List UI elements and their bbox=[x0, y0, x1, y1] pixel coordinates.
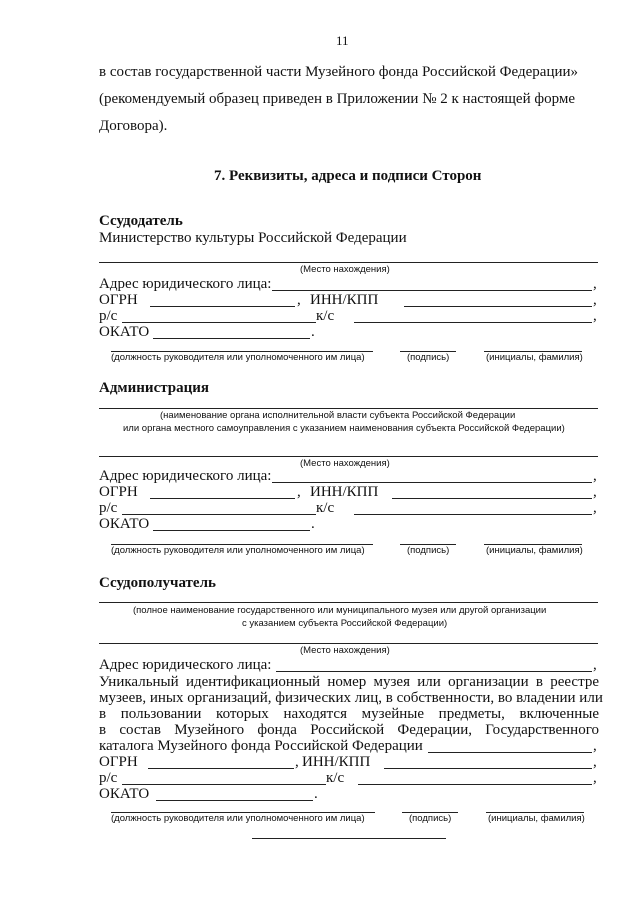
lender-address-line bbox=[272, 290, 592, 291]
lender-ks-label: к/с bbox=[316, 308, 335, 324]
administration-address-label: Адрес юридического лица: bbox=[99, 468, 272, 484]
borrower-inn-label: ИНН/КПП bbox=[302, 754, 371, 770]
administration-location-line bbox=[99, 456, 598, 457]
lender-address-label: Адрес юридического лица: bbox=[99, 276, 272, 292]
borrower-ks-comma: , bbox=[593, 770, 597, 786]
borrower-uid-line bbox=[428, 752, 592, 753]
borrower-ks-line bbox=[358, 784, 592, 785]
borrower-position-caption: (должность руководителя или уполномоченного им лица) bbox=[111, 813, 365, 824]
administration-ogrn-line bbox=[150, 498, 295, 499]
borrower-ks-label: к/с bbox=[326, 770, 345, 786]
borrower-ogrn-line bbox=[148, 768, 294, 769]
borrower-location-line bbox=[99, 643, 598, 644]
administration-position-caption: (должность руководителя или уполномоченного им лица) bbox=[111, 545, 365, 556]
administration-caption-2: или органа местного самоуправления с указанием наименования субъекта Российской Федерации) bbox=[123, 423, 565, 434]
administration-inn-line bbox=[392, 498, 592, 499]
lender-inn-line bbox=[404, 306, 592, 307]
borrower-rs-label: р/с bbox=[99, 770, 118, 786]
lender-okato-dot: . bbox=[311, 324, 315, 340]
borrower-uid-line-1: Уникальный идентификационный номер музея или организации в реестре bbox=[99, 674, 599, 690]
lender-rs-label: р/с bbox=[99, 308, 118, 324]
lender-heading: Ссудодатель bbox=[99, 213, 183, 229]
borrower-uid-line-5: каталога Музейного фонда Российской Федерации bbox=[99, 738, 423, 754]
administration-address-comma: , bbox=[593, 468, 597, 484]
lender-okato-label: ОКАТО bbox=[99, 324, 150, 340]
intro-line-1: в состав государственной части Музейного фонда Российской Федерации» bbox=[99, 64, 579, 80]
lender-initials-caption: (инициалы, фамилия) bbox=[486, 352, 583, 363]
administration-okato-line bbox=[153, 530, 310, 531]
administration-initials-caption: (инициалы, фамилия) bbox=[486, 545, 583, 556]
borrower-address-label: Адрес юридического лица: bbox=[99, 657, 272, 673]
borrower-ogrn-comma: , bbox=[295, 754, 299, 770]
administration-inn-label: ИНН/КПП bbox=[310, 484, 379, 500]
borrower-uid-line-2: музеев, иных организаций, физических лиц, в собственности, во владении или bbox=[99, 690, 603, 706]
borrower-inn-line bbox=[384, 768, 592, 769]
lender-position-caption: (должность руководителя или уполномоченного им лица) bbox=[111, 352, 365, 363]
borrower-address-comma: , bbox=[593, 657, 597, 673]
borrower-uid-comma: , bbox=[593, 738, 597, 754]
administration-ks-line bbox=[354, 514, 592, 515]
borrower-location-caption: (Место нахождения) bbox=[300, 645, 390, 656]
lender-ogrn-label: ОГРН bbox=[99, 292, 138, 308]
intro-line-2: (рекомендуемый образец приведен в Приложении № 2 к настоящей форме bbox=[99, 91, 575, 107]
lender-ks-comma: , bbox=[593, 308, 597, 324]
lender-name: Министерство культуры Российской Федерации bbox=[99, 230, 407, 246]
borrower-uid-line-4: в состав Музейного фонда Российской Федерации, Государственного bbox=[99, 722, 599, 738]
borrower-caption-1: (полное наименование государственного или муниципального музея или другой организации bbox=[133, 605, 547, 616]
administration-signature-caption: (подпись) bbox=[407, 545, 450, 556]
borrower-address-line bbox=[276, 671, 592, 672]
borrower-heading: Ссудополучатель bbox=[99, 575, 216, 591]
administration-inn-comma: , bbox=[593, 484, 597, 500]
administration-okato-dot: . bbox=[311, 516, 315, 532]
administration-rs-line bbox=[122, 514, 316, 515]
lender-location-caption: (Место нахождения) bbox=[300, 264, 390, 275]
bottom-separator bbox=[252, 838, 446, 839]
borrower-caption-2: с указанием субъекта Российской Федерации) bbox=[242, 618, 448, 629]
borrower-inn-comma: , bbox=[593, 754, 597, 770]
intro-line-3: Договора). bbox=[99, 118, 168, 134]
lender-okato-line bbox=[153, 338, 310, 339]
borrower-okato-line bbox=[156, 800, 313, 801]
borrower-name-line bbox=[99, 602, 598, 603]
borrower-ogrn-label: ОГРН bbox=[99, 754, 138, 770]
administration-heading: Администрация bbox=[99, 380, 210, 396]
lender-ogrn-comma: , bbox=[297, 292, 301, 308]
administration-location-caption: (Место нахождения) bbox=[300, 458, 390, 469]
administration-okato-label: ОКАТО bbox=[99, 516, 150, 532]
lender-ogrn-line bbox=[150, 306, 295, 307]
lender-inn-label: ИНН/КПП bbox=[310, 292, 379, 308]
section-title: 7. Реквизиты, адреса и подписи Сторон bbox=[214, 168, 482, 184]
administration-name-line bbox=[99, 408, 598, 409]
page-number: 11 bbox=[336, 33, 349, 48]
administration-caption-1: (наименование органа исполнительной власти субъекта Российской Федерации bbox=[160, 410, 516, 421]
lender-rs-line bbox=[122, 322, 316, 323]
administration-address-line bbox=[272, 482, 592, 483]
administration-ogrn-label: ОГРН bbox=[99, 484, 138, 500]
borrower-signature-caption: (подпись) bbox=[409, 813, 452, 824]
lender-signature-caption: (подпись) bbox=[407, 352, 450, 363]
administration-rs-label: р/с bbox=[99, 500, 118, 516]
administration-ks-label: к/с bbox=[316, 500, 335, 516]
administration-ks-comma: , bbox=[593, 500, 597, 516]
borrower-uid-line-3: в пользовании которых находятся музейные предметы, включенные bbox=[99, 706, 599, 722]
lender-inn-comma: , bbox=[593, 292, 597, 308]
borrower-initials-caption: (инициалы, фамилия) bbox=[488, 813, 585, 824]
lender-address-comma: , bbox=[593, 276, 597, 292]
lender-ks-line bbox=[354, 322, 592, 323]
borrower-okato-dot: . bbox=[314, 786, 318, 802]
lender-location-line bbox=[99, 262, 598, 263]
borrower-okato-label: ОКАТО bbox=[99, 786, 150, 802]
borrower-rs-line bbox=[122, 784, 326, 785]
administration-ogrn-comma: , bbox=[297, 484, 301, 500]
